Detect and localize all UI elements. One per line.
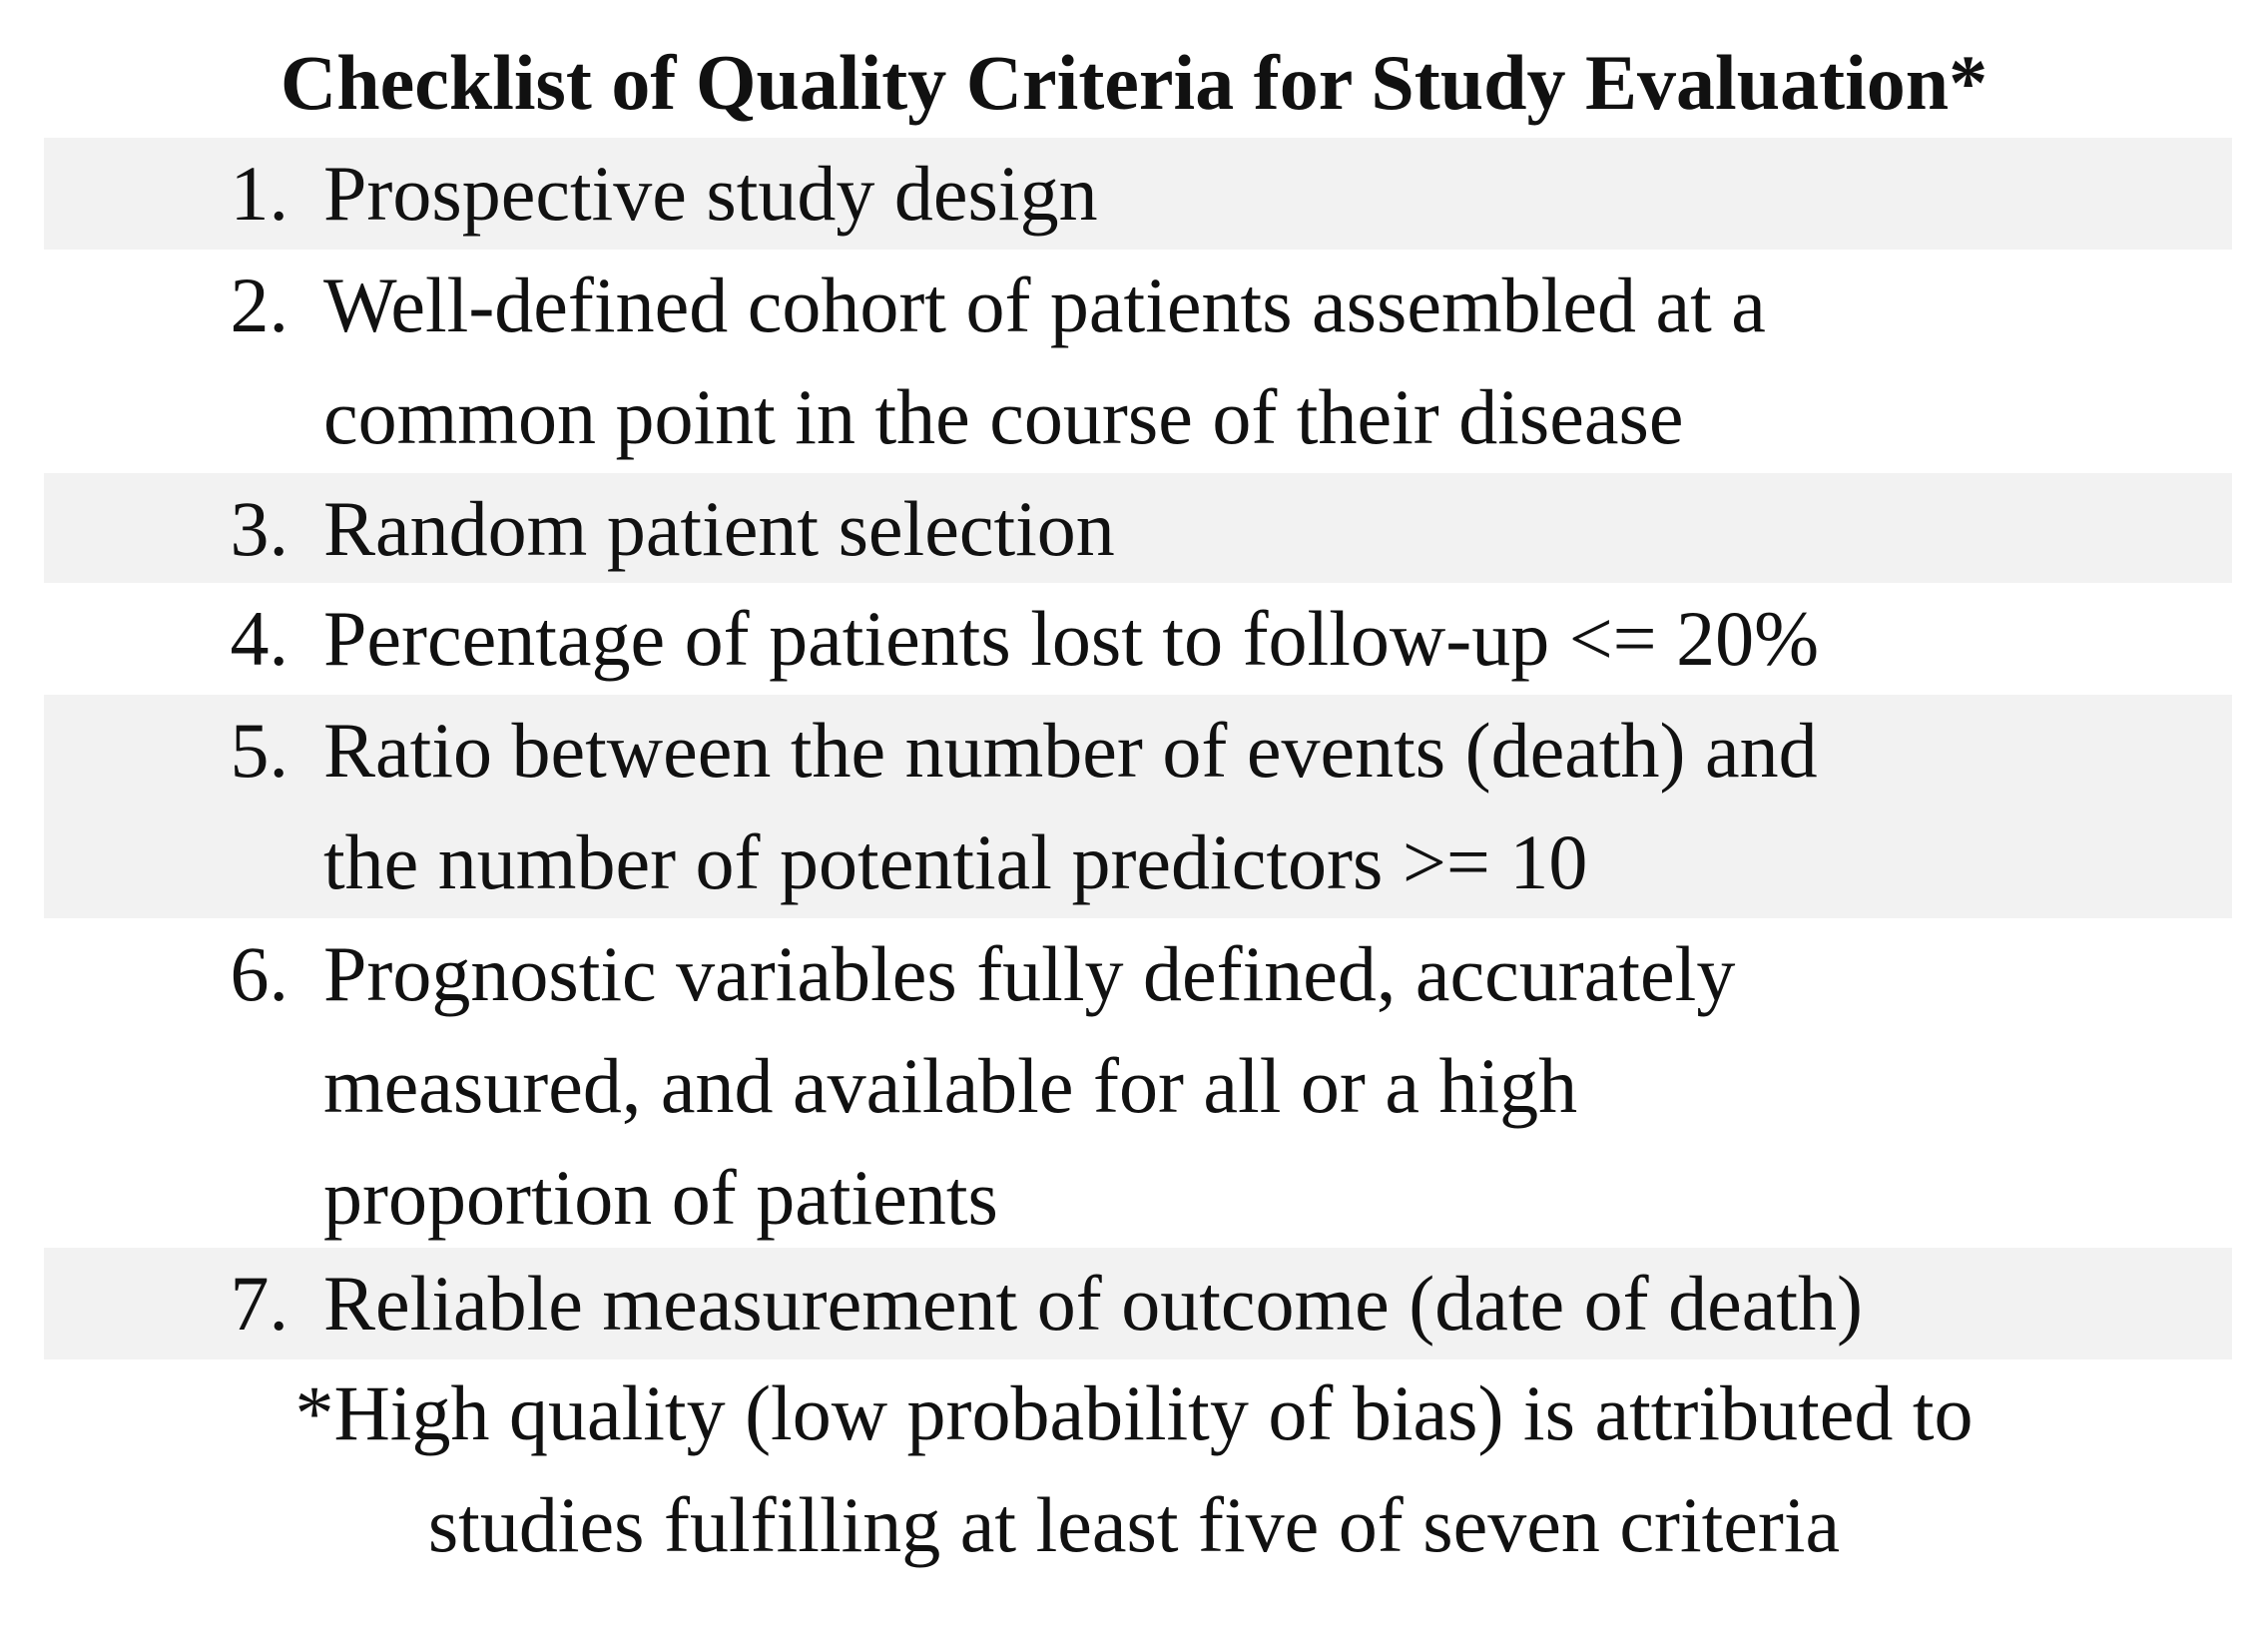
- criterion-row-7: [44, 1248, 2232, 1359]
- criterion-number: 5.: [230, 707, 288, 794]
- criterion-text-line: Prognostic variables fully defined, accurately: [323, 930, 1736, 1017]
- checklist-title: Checklist of Quality Criteria for Study Evaluation*: [280, 39, 1988, 126]
- criterion-text: [323, 918, 2220, 1254]
- criterion-text-line: common point in the course of their disease: [323, 373, 1684, 460]
- criterion-text-line: Prospective study design: [323, 150, 1098, 237]
- footnote-line: *High quality (low probability of bias) is attributed to: [294, 1369, 1974, 1456]
- criterion-number: 6.: [230, 930, 288, 1017]
- criterion-text-line: the number of potential predictors >= 10: [323, 818, 1588, 905]
- criterion-text-line: Ratio between the number of events (death) and: [323, 707, 1818, 794]
- criterion-text-line: Reliable measurement of outcome (date of death): [323, 1260, 1864, 1347]
- criterion-number: 7.: [230, 1260, 288, 1347]
- criterion-row-4: [44, 583, 2232, 695]
- footnote-line: studies fulfilling at least five of seven criteria: [427, 1481, 1841, 1568]
- criterion-number: 1.: [230, 150, 288, 237]
- criterion-text: [323, 583, 2220, 695]
- criterion-text: [323, 1248, 2220, 1359]
- criterion-number: 3.: [230, 485, 288, 572]
- criterion-text: [323, 695, 2220, 918]
- criterion-text-line: Random patient selection: [323, 485, 1115, 572]
- criterion-text: [323, 138, 2220, 250]
- criterion-row-2: [44, 250, 2232, 473]
- criterion-text: [323, 473, 2220, 585]
- criterion-number: 2.: [230, 262, 288, 348]
- criterion-row-1: [44, 138, 2232, 250]
- criterion-text: [323, 250, 2220, 473]
- criterion-number: 4.: [230, 595, 288, 682]
- criterion-text-line: proportion of patients: [323, 1154, 998, 1241]
- criterion-row-3: [44, 473, 2232, 583]
- criterion-text-line: measured, and available for all or a high: [323, 1042, 1578, 1129]
- criterion-text-line: Percentage of patients lost to follow-up <= 20%: [323, 595, 1820, 682]
- criterion-row-5: [44, 695, 2232, 918]
- criterion-row-6: [44, 918, 2232, 1248]
- footnote: [0, 1357, 2268, 1581]
- criterion-text-line: Well-defined cohort of patients assembled at a: [323, 262, 1766, 348]
